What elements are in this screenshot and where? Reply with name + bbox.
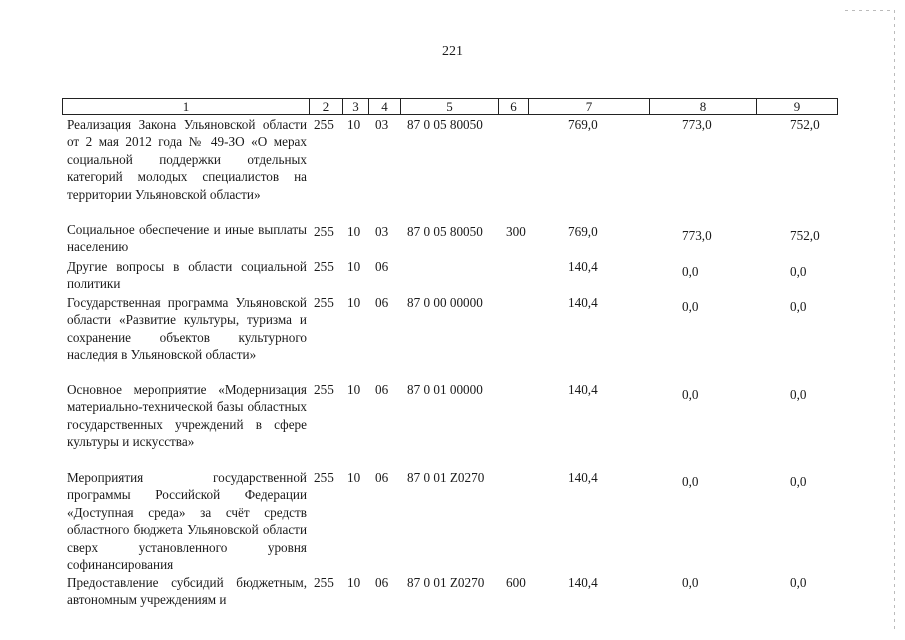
header-cell-4: 4 [368, 99, 400, 114]
col-9: 752,0 [790, 228, 820, 243]
col-5: 87 0 05 80050 [407, 117, 483, 132]
table-body [62, 116, 838, 610]
col-2: 255 [314, 575, 334, 590]
col-7: 140,4 [568, 382, 598, 397]
table-row [62, 221, 838, 258]
col-4: 06 [375, 295, 389, 310]
col-7: 140,4 [568, 575, 598, 590]
col-9: 0,0 [790, 387, 807, 402]
header-cell-5: 5 [400, 99, 498, 114]
row-name: Мероприятия государственной программы Российской Федерации «Доступная среда» за счёт средств областного бюджета Ульяновской области сверх установленного уровня софинансирования [67, 470, 307, 573]
col-9: 0,0 [790, 299, 807, 314]
col-3: 10 [347, 117, 361, 132]
col-3: 10 [347, 295, 361, 310]
table-header [62, 98, 838, 115]
col-6: 300 [506, 224, 526, 239]
col-5: 87 0 01 00000 [407, 382, 483, 397]
header-cell-3: 3 [342, 99, 368, 114]
col-6: 600 [506, 575, 526, 590]
col-4: 06 [375, 382, 389, 397]
scan-edge-top [845, 10, 895, 11]
col-9: 752,0 [790, 117, 820, 132]
scan-edge-right [894, 10, 895, 630]
header-cell-1: 1 [182, 99, 190, 114]
col-3: 10 [347, 224, 361, 239]
col-3: 10 [347, 382, 361, 397]
page-number: 221 [442, 44, 463, 59]
col-8: 773,0 [682, 117, 712, 132]
col-5: 87 0 00 00000 [407, 295, 483, 310]
col-5: 87 0 05 80050 [407, 224, 483, 239]
col-2: 255 [314, 117, 334, 132]
col-7: 140,4 [568, 295, 598, 310]
col-4: 03 [375, 224, 389, 239]
row-name: Предоставление субсидий бюджетным, автономным учреждениям и [67, 575, 307, 608]
col-7: 140,4 [568, 259, 598, 274]
col-4: 03 [375, 117, 389, 132]
row-name: Основное мероприятие «Модернизация материально-технической базы областных государственных учреждений в сфере культуры и искусства» [67, 382, 307, 450]
table-row [62, 574, 838, 610]
col-2: 255 [314, 224, 334, 239]
col-9: 0,0 [790, 575, 807, 590]
col-9: 0,0 [790, 474, 807, 489]
col-8: 0,0 [682, 474, 699, 489]
table-row [62, 258, 838, 294]
table-row [62, 294, 838, 381]
table-row [62, 381, 838, 469]
col-2: 255 [314, 259, 334, 274]
header-cell-6: 6 [498, 99, 528, 114]
col-9: 0,0 [790, 264, 807, 279]
col-8: 773,0 [682, 228, 712, 243]
row-name: Государственная программа Ульяновской области «Развитие культуры, туризма и сохранение объектов культурного наследия в Ульяновской области» [67, 295, 307, 363]
col-7: 769,0 [568, 224, 598, 239]
row-name: Реализация Закона Ульяновской области от 2 мая 2012 года № 49-ЗО «О мерах социальной поддержки отдельных категорий молодых специалистов на территории Ульяновской области» [67, 117, 307, 202]
col-3: 10 [347, 470, 361, 485]
col-8: 0,0 [682, 264, 699, 279]
row-name: Социальное обеспечение и иные выплаты населению [67, 222, 307, 255]
col-5: 87 0 01 Z0270 [407, 470, 485, 485]
col-8: 0,0 [682, 575, 699, 590]
col-7: 769,0 [568, 117, 598, 132]
col-3: 10 [347, 575, 361, 590]
col-2: 255 [314, 295, 334, 310]
header-cell-8: 8 [649, 99, 756, 114]
table-row [62, 116, 838, 221]
col-2: 255 [314, 382, 334, 397]
table-row [62, 469, 838, 574]
col-4: 06 [375, 575, 389, 590]
col-4: 06 [375, 470, 389, 485]
row-name: Другие вопросы в области социальной политики [67, 259, 307, 292]
col-5: 87 0 01 Z0270 [407, 575, 485, 590]
header-cell-9: 9 [756, 99, 837, 114]
col-3: 10 [347, 259, 361, 274]
col-8: 0,0 [682, 387, 699, 402]
header-cell-7: 7 [528, 99, 649, 114]
col-4: 06 [375, 259, 389, 274]
col-8: 0,0 [682, 299, 699, 314]
col-2: 255 [314, 470, 334, 485]
col-7: 140,4 [568, 470, 598, 485]
header-cell-2: 2 [309, 99, 342, 114]
